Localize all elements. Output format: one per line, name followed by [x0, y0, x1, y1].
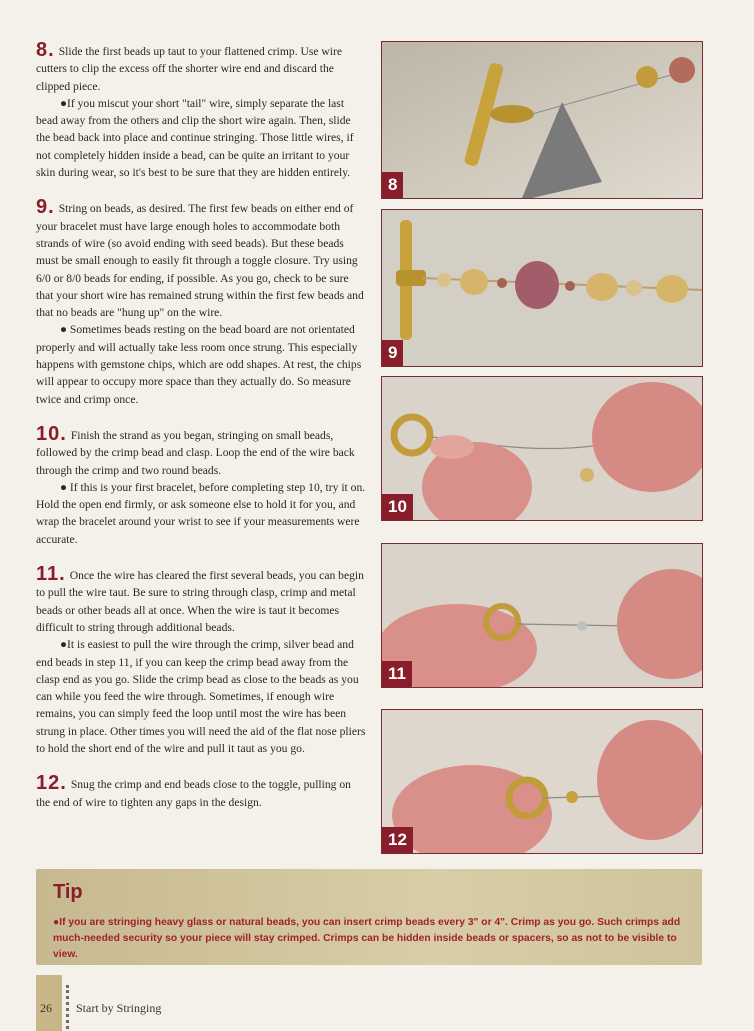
pulling-wire-image	[382, 544, 702, 687]
step-11-text	[36, 563, 366, 636]
step-10-text	[36, 422, 366, 479]
step-badge: 10	[382, 494, 413, 520]
bullet-text: Sometimes beads resting on the bead board are not orientated properly and will actually take less room once strung. This especially happens with gemstone chips, which are odd shapes. At rest, the chips will appear to occupy more space than they actually do. So measure twice and crimp once.	[36, 323, 362, 406]
step-12	[36, 772, 366, 811]
step-badge: 12	[382, 827, 413, 853]
step-8-bullet	[36, 95, 366, 181]
instructions-column	[36, 39, 366, 829]
tip-box	[36, 869, 702, 965]
bullet-icon: ●	[60, 323, 68, 337]
step-body: Slide the first beads up taut to your flattened crimp. Use wire cutters to clip the excess off the shorter wire end and discard the clipped piece.	[36, 45, 343, 93]
step-10	[36, 422, 366, 548]
step-body: Finish the strand as you began, stringing on small beads, followed by the crimp bead and clasp. Loop the end of the wire back through the crimp and two round beads.	[36, 428, 355, 477]
bullet-icon: ●	[60, 96, 68, 110]
tip-title: Tip	[53, 881, 83, 903]
step-11-photo	[381, 543, 703, 688]
step-body: Snug the crimp and end beads close to the toggle, pulling on the end of wire to tighten any gaps in the design.	[36, 778, 351, 809]
snug-toggle-image	[382, 710, 702, 853]
step-number: 10.	[36, 422, 67, 445]
tip-text-row	[53, 915, 693, 963]
footer-divider	[66, 985, 72, 1029]
bullet-text: It is easiest to pull the wire through the crimp, silver bead and end beads in step 11, if you can keep the crimp bead away from the clasp end as you go. Slide the crimp bead as close to the beads as you can while you feed the wire through. Sometimes, if enough wire remains, you can simply feed the loop until most the wire has been strung in place. Other times you will need the aid of the flat nose pliers to hold the short end of the wire and pull it taut as you go.	[36, 638, 366, 755]
looping-wire-image	[382, 377, 702, 520]
step-9-photo	[381, 209, 703, 367]
bullet-icon: ●	[60, 480, 68, 494]
step-8-text	[36, 39, 366, 95]
page-number: 26	[40, 1001, 52, 1015]
step-10-photo	[381, 376, 703, 521]
step-9-bullet	[36, 321, 366, 407]
strung-beads-image	[382, 210, 702, 366]
step-9	[36, 196, 366, 408]
step-badge: 9	[382, 340, 403, 366]
tip-text: If you are stringing heavy glass or natural beads, you can insert crimp beads every 3" or 4". Crimp as you go. Such crimps add much-needed security so your piece will stay crimped. Crimps can be hidden inside beads or spacers, so as not to be visible to view.	[53, 917, 681, 960]
step-number: 8.	[36, 39, 55, 61]
step-number: 9.	[36, 196, 55, 219]
step-9-text	[36, 196, 366, 321]
step-12-text	[36, 772, 366, 811]
bullet-text: If this is your first bracelet, before completing step 10, try it on. Hold the open end firmly, or ask someone else to hold it for you, and wrap the bracelet around your wrist to see if your measurements were accurate.	[36, 480, 366, 546]
bullet-icon: ●	[60, 638, 68, 652]
step-10-bullet	[36, 479, 366, 548]
bullet-text: If you miscut your short "tail" wire, simply separate the last bead away from the others and clip the short wire again. Then, slide the bead back into place and continue stringing. Those little wires, if not completely hidden inside a bead, can be quite an irritant to your skin during wear, so it's best to be sure that they are hidden entirely.	[36, 96, 354, 180]
step-11	[36, 563, 366, 757]
toggle-clasp-cutting-image	[382, 42, 702, 198]
step-8-photo	[381, 41, 703, 199]
step-11-bullet	[36, 636, 366, 757]
step-8	[36, 39, 366, 181]
step-badge: 8	[382, 172, 403, 198]
step-body: String on beads, as desired. The first few beads on either end of your bracelet must have large enough holes to accommodate both strands of wire (so avoid ending with seed beads). But these beads must be small enough to easily fit through a toggle closure. Try using 6/0 or 8/0 beads for ending, if possible. As you go, check to be sure that your short wire has remained strung within the first few beads and that no beads are "hung up" on the wire.	[36, 202, 364, 320]
section-title: Start by Stringing	[76, 1001, 162, 1015]
bullet-icon: ●	[53, 917, 60, 928]
step-badge: 11	[382, 661, 412, 687]
step-12-photo	[381, 709, 703, 854]
step-body: Once the wire has cleared the first several beads, you can begin to pull the wire taut. Be sure to string through clasp, crimp and metal beads or other beads all at once. When the wire is taut it becomes difficult to string through additional beads.	[36, 569, 364, 634]
step-number: 12.	[36, 772, 67, 795]
step-number: 11.	[36, 563, 66, 586]
